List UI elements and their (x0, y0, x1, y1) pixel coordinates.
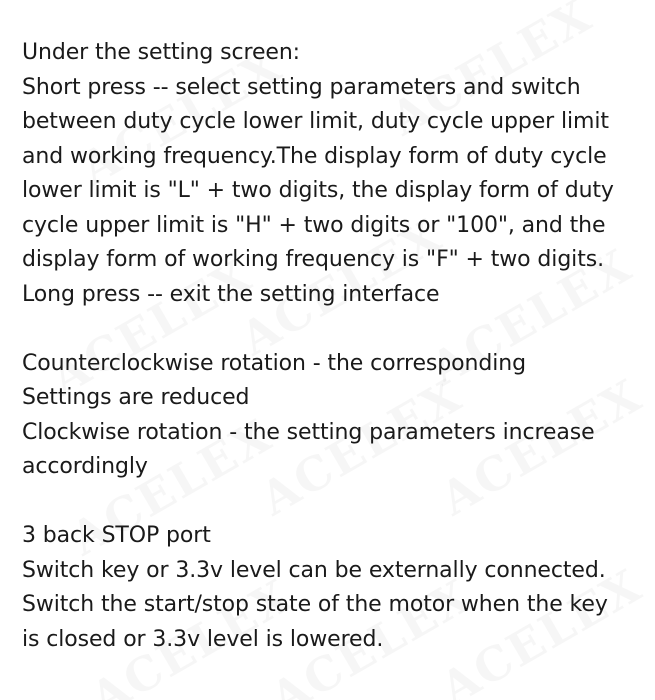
text-line: display form of working frequency is "F" + two digits. (22, 247, 604, 272)
instructions-text (22, 36, 642, 657)
text-line: accordingly (22, 454, 148, 479)
text-line: Clockwise rotation - the setting parameters increase (22, 419, 595, 445)
text-line: Long press -- exit the setting interface (22, 281, 440, 307)
text-line: 3 back STOP port (22, 523, 211, 548)
text-line: Settings are reduced (22, 385, 250, 410)
text-line: Under the setting screen: (22, 40, 300, 65)
paragraph-spacer (22, 312, 642, 347)
text-line: lower limit is "L" + two digits, the display form of duty (22, 178, 614, 203)
text-line: cycle upper limit is "H" + two digits or "100", and the (22, 212, 606, 238)
stop-port-paragraph (22, 519, 642, 657)
text-line: is closed or 3.3v level is lowered. (22, 626, 384, 652)
text-line: Counterclockwise rotation - the corresponding (22, 350, 526, 376)
paragraph-spacer (22, 485, 642, 520)
setting-screen-paragraph (22, 36, 642, 312)
text-line: Short press -- select setting parameters and switch (22, 74, 581, 100)
text-line: Switch key or 3.3v level can be externally connected. (22, 557, 606, 583)
text-line: Switch the start/stop state of the motor when the key (22, 592, 608, 617)
text-line: and working frequency.The display form of duty cycle (22, 143, 607, 169)
text-line: between duty cycle lower limit, duty cycle upper limit (22, 109, 609, 134)
rotation-paragraph (22, 347, 642, 485)
